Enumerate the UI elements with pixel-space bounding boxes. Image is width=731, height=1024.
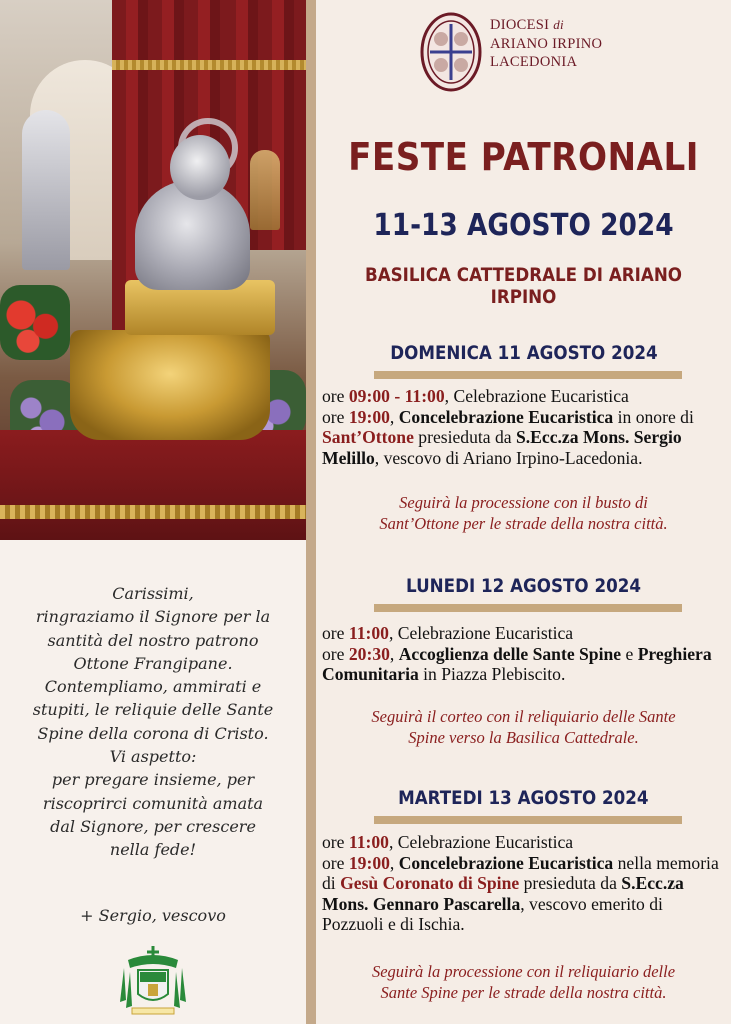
entry-time: 11:00 [348, 623, 389, 643]
entry-sep: , [389, 643, 399, 664]
letter-line: Contempliamo, ammirati e [44, 677, 262, 697]
entry [322, 832, 727, 853]
entry-text: , Celebrazione Eucaristica [388, 832, 574, 852]
statue-photo [0, 0, 306, 540]
entry-time: 20:30 [348, 643, 390, 664]
day-entries [322, 623, 727, 685]
letter-line: per pregare insieme, per [51, 770, 255, 790]
entry-ore: ore [322, 832, 349, 852]
entry-time: 19:00 [348, 852, 390, 873]
day-heading-text: MARTEDI 13 AGOSTO 2024 [398, 787, 649, 809]
signature: + Sergio, vescovo [80, 906, 226, 925]
entry [322, 386, 727, 407]
entry [322, 853, 727, 935]
right-column [316, 0, 731, 1024]
altar-cloth [0, 430, 306, 540]
day-heading-text: LUNEDI 12 AGOSTO 2024 [406, 575, 641, 597]
bust-head [170, 135, 230, 200]
day-divider-bar [374, 604, 682, 612]
entry-saint: Sant’Ottone [322, 427, 414, 448]
coat-of-arms-icon [118, 942, 188, 1017]
altar-fringe [0, 505, 306, 519]
candle-shape [250, 150, 280, 230]
entry-bishop: S.Ecc.za Mons. Gennaro Pascarella [322, 873, 684, 914]
diocese-line2: ARIANO IRPINO [490, 35, 603, 52]
entry-sep: , [389, 852, 399, 873]
diocese-line1: DIOCESI [490, 17, 550, 33]
letter-line: dal Signore, per crescere [50, 816, 256, 836]
day-entries [322, 832, 727, 935]
letter-line: ringraziamo il Signore per la [35, 607, 271, 627]
day-note [316, 962, 731, 1003]
entry-text: presieduta da [413, 427, 516, 448]
diocese-di: di [553, 17, 564, 32]
column-divider [306, 0, 316, 1024]
entry-text: , vescovo di Ariano Irpino-Lacedonia. [374, 447, 643, 468]
entry-time: 11:00 [348, 832, 389, 852]
letter-line: Vi aspetto: [109, 747, 197, 767]
entry-text: , Celebrazione Eucaristica [388, 623, 574, 643]
diocese-name [490, 16, 650, 72]
entry-text: presieduta da [519, 873, 622, 894]
day-heading [316, 787, 731, 809]
entry [322, 407, 727, 469]
day-note [316, 707, 731, 748]
curtain-fringe [112, 60, 306, 70]
monstrance-shape [22, 110, 70, 270]
entry-text: e [621, 643, 638, 664]
day-heading [316, 575, 731, 597]
letter-line: nella fede! [109, 840, 197, 860]
entry-ore: ore [322, 406, 349, 427]
entry-text: in onore di [613, 406, 694, 427]
entry-text: , Celebrazione Eucaristica [444, 386, 629, 406]
entry-bold: Concelebrazione Eucaristica [398, 852, 614, 873]
note-line: Seguirà la processione con il reliquiario delle [371, 962, 676, 981]
entry-bold: Preghiera Comunitaria [322, 643, 712, 685]
entry-ore: ore [322, 386, 349, 406]
letter-line: Spine della corona di Cristo. [37, 723, 269, 743]
letter-line: Ottone Frangipane. [73, 653, 233, 673]
entry-ore: ore [322, 852, 349, 873]
letter-line: riscoprirci comunità amata [42, 793, 264, 813]
entry [322, 623, 727, 644]
note-line: Seguirà il corteo con il reliquiario delle Sante [371, 707, 676, 726]
letter-line: stupiti, le reliquie delle Sante [32, 700, 274, 720]
entry-bishop: S.Ecc.za Mons. Sergio Melillo [322, 427, 682, 468]
diocese-emblem-icon [420, 12, 482, 92]
entry-sep: , [389, 406, 399, 427]
bishop-letter [0, 582, 306, 862]
day-divider-bar [374, 816, 682, 824]
day-note [316, 493, 731, 534]
day-divider-bar [374, 371, 682, 379]
diocese-line3: LACEDONIA [490, 54, 578, 70]
note-line: Sant’Ottone per le strade della nostra città. [379, 513, 668, 533]
entry [322, 644, 727, 685]
note-line: Seguirà la processione con il busto di [399, 493, 648, 512]
entry-text: in Piazza Plebiscito. [418, 664, 566, 685]
note-line: Sante Spine per le strade della nostra città. [380, 982, 667, 1002]
entry-feast: Gesù Coronato di Spine [340, 873, 520, 894]
event-dates: 11-13 AGOSTO 2024 [373, 208, 674, 243]
day-entries [322, 386, 727, 468]
day-heading [316, 342, 731, 364]
entry-bold: Accoglienza delle Sante Spine [398, 643, 622, 664]
entry-text: nella memoria di [322, 852, 719, 894]
entry-ore: ore [322, 623, 349, 643]
note-line: Spine verso la Basilica Cattedrale. [408, 727, 639, 747]
entry-time: 19:00 [348, 406, 390, 427]
entry-bold: Concelebrazione Eucaristica [398, 406, 614, 427]
page-title: FESTE PATRONALI [348, 135, 699, 179]
left-column [0, 0, 306, 1024]
letter-line: santità del nostro patrono [47, 630, 259, 650]
gold-reliquary-base [70, 330, 270, 440]
entry-ore: ore [322, 643, 349, 664]
red-flowers [0, 285, 70, 360]
entry-time: 09:00 - 11:00 [348, 386, 445, 406]
letter-line: Carissimi, [112, 584, 194, 603]
entry-text: , vescovo emerito di Pozzuoli e di Ischia. [322, 893, 663, 935]
day-heading-text: DOMENICA 11 AGOSTO 2024 [389, 342, 658, 364]
event-place: BASILICA CATTEDRALE DI ARIANO IRPINO [364, 264, 683, 308]
